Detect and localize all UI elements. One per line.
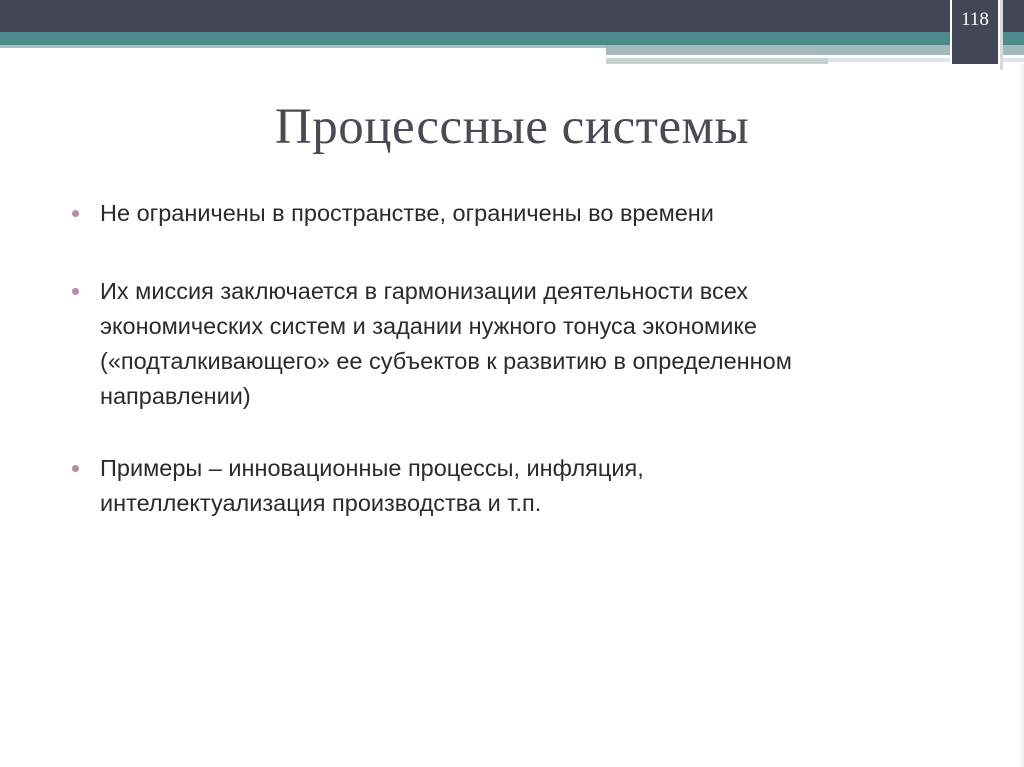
- bullet-line: Не ограничены в пространстве, ограничены во времени: [100, 200, 714, 226]
- page-number: 118: [961, 9, 989, 30]
- bullet-line: экономических систем и задании нужного тонуса экономике: [100, 313, 757, 339]
- bullet-item: [70, 274, 1000, 414]
- bullet-text: [100, 274, 1000, 414]
- page-number-box: [950, 0, 1000, 66]
- bullet-line: Примеры – инновационные процессы, инфляция,: [100, 455, 644, 481]
- slide-title: Процессные системы: [274, 99, 750, 155]
- header-band-dark: [0, 0, 1024, 32]
- bullet-item: [70, 451, 1000, 521]
- bullet-line: Их миссия заключается в гармонизации деятельности всех: [100, 278, 749, 304]
- page-number-shadow: [1000, 0, 1003, 70]
- header-stripe-b: [606, 58, 828, 64]
- bullet-line: направлении): [100, 383, 251, 409]
- bullet-text: [100, 196, 1000, 231]
- bullet-text: [100, 451, 1000, 521]
- bullet-dot-icon: [72, 288, 79, 295]
- bullet-item: [70, 196, 1000, 231]
- header-band-light: [0, 45, 608, 48]
- bullet-dot-icon: [72, 465, 79, 472]
- right-edge-shade: [1018, 64, 1024, 767]
- bullet-line: («подталкивающего» ее субъектов к развитию в определенном: [100, 348, 792, 374]
- header-band-teal: [0, 32, 1024, 45]
- bullet-dot-icon: [72, 210, 79, 217]
- bullet-line: интеллектуализация производства и т.п.: [100, 490, 542, 516]
